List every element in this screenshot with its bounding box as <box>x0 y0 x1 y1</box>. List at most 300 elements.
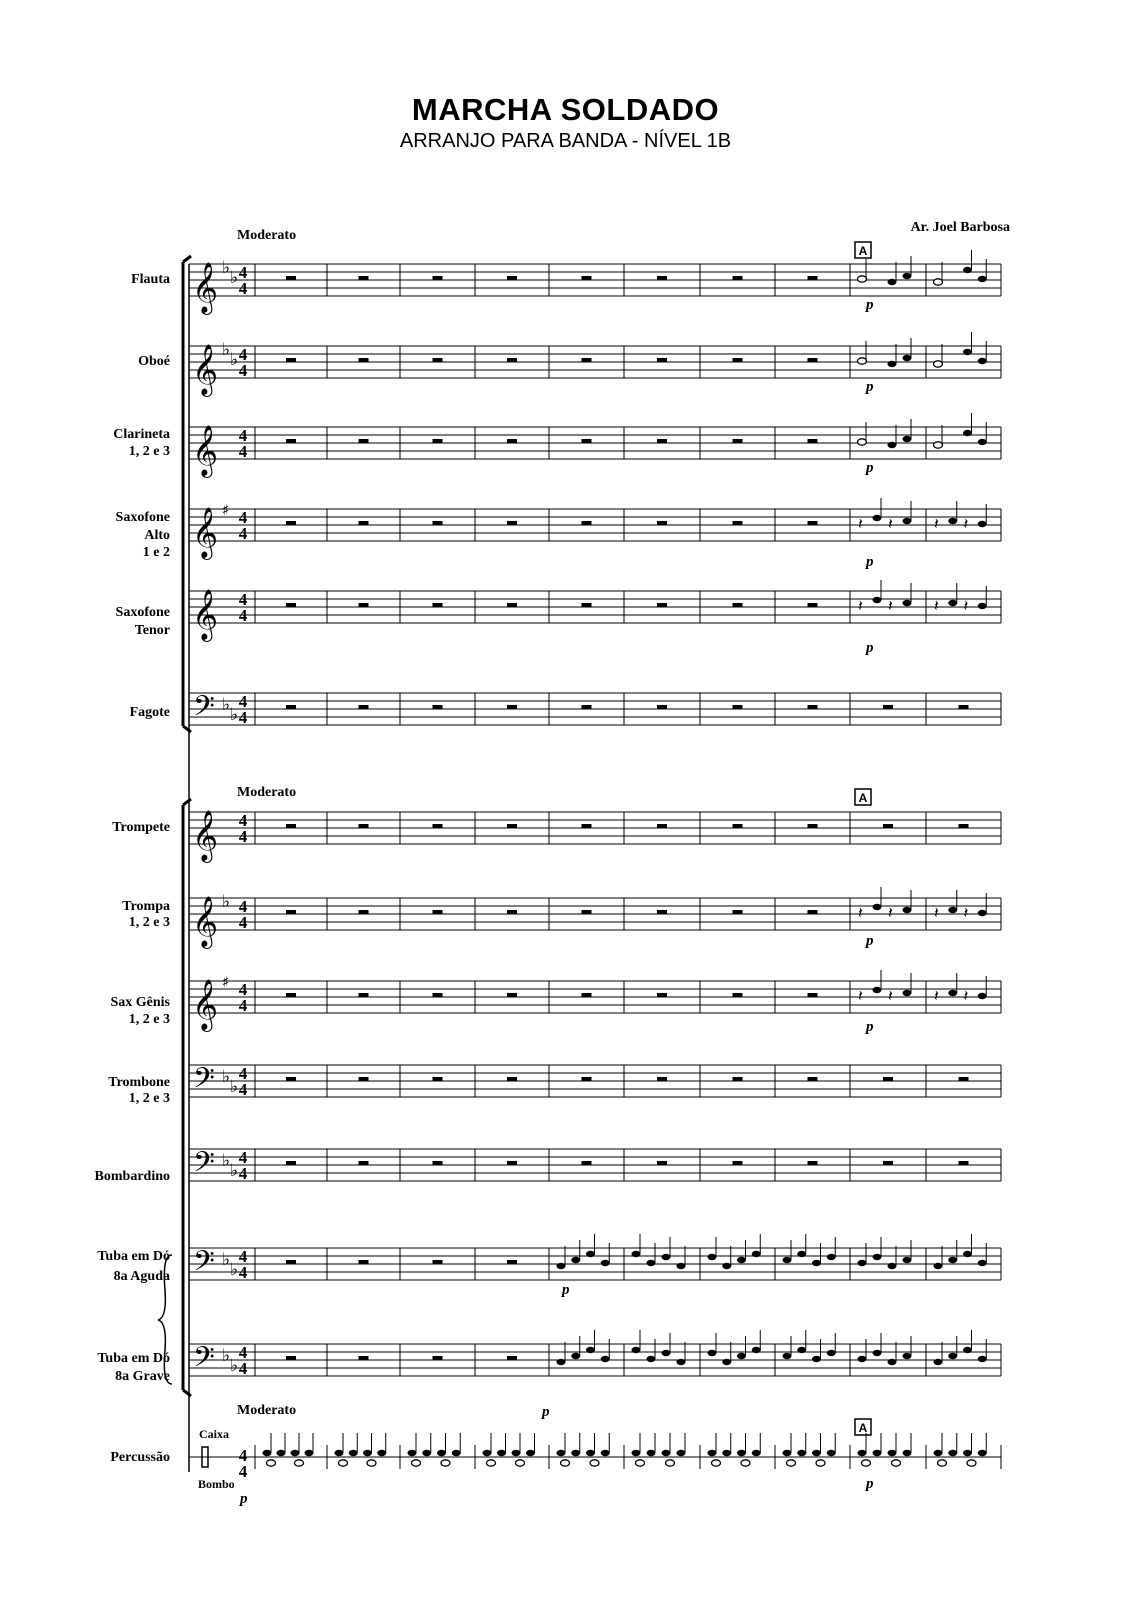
time-signature-denominator: 4 <box>238 1080 248 1099</box>
staff-bombardino <box>95 1146 1001 1186</box>
whole-rest <box>286 603 296 607</box>
flat-icon: ♭ <box>230 1161 239 1181</box>
whole-rest <box>359 1260 369 1264</box>
whole-rest <box>433 1356 443 1360</box>
whole-rest <box>657 1077 667 1081</box>
quarter-rest-icon: 𝄽 <box>963 903 969 922</box>
quarter-note <box>277 1450 286 1456</box>
quarter-note <box>752 1251 761 1257</box>
time-signature-denominator: 4 <box>238 606 248 625</box>
instrument-name: Alto <box>144 528 170 543</box>
time-signature-numerator: 4 <box>238 692 248 711</box>
time-signature-numerator: 4 <box>238 1064 248 1083</box>
quarter-note <box>677 1359 686 1365</box>
half-note <box>487 1460 496 1466</box>
quarter-note <box>349 1450 358 1456</box>
staff-tuba-grave <box>97 1330 1001 1384</box>
whole-rest <box>883 1077 893 1081</box>
whole-rest <box>359 276 369 280</box>
bass-clef-icon: 𝄢 <box>193 1341 215 1381</box>
whole-rest <box>286 1161 296 1165</box>
quarter-note <box>632 1450 641 1456</box>
quarter-note <box>888 361 897 367</box>
treble-clef-icon: 𝄞 <box>192 896 219 947</box>
half-note <box>858 276 867 282</box>
tempo-marking: Moderato <box>237 785 297 800</box>
quarter-note <box>737 1450 746 1456</box>
staff-sax-alto <box>116 498 1001 560</box>
quarter-rest-icon: 𝄽 <box>934 986 939 1005</box>
treble-clef-icon: 𝄞 <box>192 507 219 558</box>
half-note <box>295 1460 304 1466</box>
quarter-rest-icon: 𝄽 <box>963 596 969 615</box>
quarter-rest-icon: 𝄽 <box>888 514 893 533</box>
half-note <box>339 1460 348 1466</box>
quarter-note <box>827 1254 836 1260</box>
time-signature-denominator: 4 <box>238 279 248 298</box>
quarter-note <box>948 907 957 913</box>
quarter-note <box>571 1353 580 1359</box>
instrument-name: Saxofone <box>115 510 170 525</box>
half-note <box>934 442 943 448</box>
half-note <box>590 1460 599 1466</box>
quarter-note <box>557 1263 566 1269</box>
quarter-note <box>978 603 987 609</box>
whole-rest <box>433 1260 443 1264</box>
whole-rest <box>582 358 592 362</box>
whole-rest <box>507 1356 517 1360</box>
whole-rest <box>507 705 517 709</box>
quarter-note <box>903 436 912 442</box>
dynamic-marking: p <box>866 297 874 313</box>
quarter-note <box>963 349 972 355</box>
quarter-note <box>452 1450 461 1456</box>
bass-clef-icon: 𝄢 <box>193 1245 215 1285</box>
quarter-note <box>903 273 912 279</box>
quarter-note <box>888 1450 897 1456</box>
quarter-note <box>512 1450 521 1456</box>
whole-rest <box>808 1077 818 1081</box>
quarter-note <box>903 1450 912 1456</box>
whole-rest <box>657 603 667 607</box>
whole-rest <box>286 910 296 914</box>
whole-rest <box>808 993 818 997</box>
quarter-note <box>601 1450 610 1456</box>
whole-rest <box>359 705 369 709</box>
quarter-note <box>903 1257 912 1263</box>
whole-rest <box>733 705 743 709</box>
quarter-note <box>571 1450 580 1456</box>
quarter-note <box>873 987 882 993</box>
whole-rest <box>286 1356 296 1360</box>
quarter-note <box>586 1347 595 1353</box>
quarter-note <box>586 1450 595 1456</box>
whole-rest <box>359 358 369 362</box>
instrument-name: 1, 2 e 3 <box>128 1012 170 1027</box>
arranger-credit: Ar. Joel Barbosa <box>910 220 1010 235</box>
quarter-note <box>752 1450 761 1456</box>
half-note <box>636 1460 645 1466</box>
whole-rest <box>507 1161 517 1165</box>
quarter-note <box>903 990 912 996</box>
whole-rest <box>657 439 667 443</box>
instrument-name: Tenor <box>134 623 170 638</box>
instrument-name: 1 e 2 <box>142 545 170 560</box>
treble-clef-icon: 𝄞 <box>192 344 219 395</box>
instrument-name: Oboé <box>138 354 170 369</box>
half-note <box>412 1460 421 1466</box>
quarter-note <box>934 1450 943 1456</box>
whole-rest <box>433 1077 443 1081</box>
quarter-note <box>873 1450 882 1456</box>
whole-rest <box>733 824 743 828</box>
flat-icon: ♭ <box>230 1356 239 1376</box>
instrument-name: Percussão <box>110 1450 170 1465</box>
time-signature-denominator: 4 <box>238 1263 248 1282</box>
whole-rest <box>657 824 667 828</box>
staff-sax-tenor <box>116 580 1001 642</box>
time-signature-denominator: 4 <box>238 1359 248 1378</box>
whole-rest <box>433 1161 443 1165</box>
dynamic-marking: p <box>866 554 874 570</box>
whole-rest <box>808 705 818 709</box>
flat-icon: ♭ <box>222 258 231 278</box>
half-note <box>938 1460 947 1466</box>
quarter-note <box>827 1350 836 1356</box>
whole-rest <box>507 276 517 280</box>
flat-icon: ♭ <box>230 268 239 288</box>
staff-fagote <box>130 690 1001 730</box>
whole-rest <box>286 824 296 828</box>
quarter-note <box>483 1450 492 1456</box>
sharp-icon: ♯ <box>222 501 230 519</box>
quarter-note <box>291 1450 300 1456</box>
quarter-note <box>783 1353 792 1359</box>
quarter-note <box>978 1450 987 1456</box>
quarter-note <box>978 910 987 916</box>
half-note <box>934 279 943 285</box>
whole-rest <box>808 1161 818 1165</box>
treble-clef-icon: 𝄞 <box>192 589 219 640</box>
treble-clef-icon: 𝄞 <box>192 425 219 476</box>
whole-rest <box>883 824 893 828</box>
quarter-note <box>677 1450 686 1456</box>
time-signature-denominator: 4 <box>238 361 248 380</box>
whole-rest <box>808 358 818 362</box>
tempo-marking: Moderato <box>237 228 297 243</box>
quarter-note <box>963 267 972 273</box>
whole-rest <box>433 603 443 607</box>
whole-rest <box>808 824 818 828</box>
quarter-rest-icon: 𝄽 <box>888 596 893 615</box>
quarter-note <box>873 597 882 603</box>
whole-rest <box>733 1161 743 1165</box>
time-signature-numerator: 4 <box>238 980 248 999</box>
whole-rest <box>733 603 743 607</box>
quarter-note <box>888 279 897 285</box>
instrument-name: Trompete <box>112 820 170 835</box>
staff-tuba-aguda <box>97 1234 1001 1285</box>
whole-rest <box>433 521 443 525</box>
quarter-note <box>263 1450 272 1456</box>
quarter-rest-icon: 𝄽 <box>963 514 969 533</box>
whole-rest <box>733 439 743 443</box>
quarter-note <box>858 1450 867 1456</box>
time-signature-numerator: 4 <box>238 345 248 364</box>
whole-rest <box>359 910 369 914</box>
quarter-note <box>978 993 987 999</box>
half-note <box>967 1460 976 1466</box>
instrument-name: Trompa <box>122 899 170 914</box>
quarter-note <box>557 1359 566 1365</box>
quarter-note <box>963 1251 972 1257</box>
instrument-name: 8a Aguda <box>113 1269 170 1284</box>
flat-icon: ♭ <box>222 340 231 360</box>
quarter-note <box>662 1450 671 1456</box>
dynamic-marking: p <box>866 640 874 656</box>
time-signature-numerator: 4 <box>238 508 248 527</box>
flat-icon: ♭ <box>222 695 231 715</box>
whole-rest <box>808 910 818 914</box>
quarter-note <box>888 1359 897 1365</box>
quarter-note <box>978 439 987 445</box>
whole-rest <box>359 439 369 443</box>
quarter-note <box>948 1353 957 1359</box>
quarter-note <box>888 442 897 448</box>
whole-rest <box>286 1077 296 1081</box>
dynamic-marking: p <box>542 1404 550 1420</box>
time-signature-denominator: 4 <box>238 827 248 846</box>
time-signature-denominator: 4 <box>238 442 248 461</box>
whole-rest <box>959 1077 969 1081</box>
quarter-note <box>677 1263 686 1269</box>
dynamic-marking: p <box>866 460 874 476</box>
instrument-name: 1, 2 e 3 <box>128 444 170 459</box>
whole-rest <box>286 993 296 997</box>
quarter-note <box>783 1450 792 1456</box>
quarter-note <box>722 1359 731 1365</box>
quarter-note <box>422 1450 431 1456</box>
whole-rest <box>582 1161 592 1165</box>
quarter-note <box>408 1450 417 1456</box>
whole-rest <box>808 603 818 607</box>
time-signature-denominator: 4 <box>238 524 248 543</box>
flat-icon: ♭ <box>222 1067 231 1087</box>
instrument-name: Saxofone <box>115 605 170 620</box>
whole-rest <box>657 521 667 525</box>
bass-clef-icon: 𝄢 <box>193 690 215 730</box>
whole-rest <box>359 1077 369 1081</box>
whole-rest <box>507 603 517 607</box>
half-note <box>367 1460 376 1466</box>
half-note <box>712 1460 721 1466</box>
half-note <box>516 1460 525 1466</box>
time-signature-denominator: 4 <box>238 1462 248 1481</box>
half-note <box>666 1460 675 1466</box>
whole-rest <box>286 705 296 709</box>
whole-rest <box>883 705 893 709</box>
whole-rest <box>507 1260 517 1264</box>
woodwind-bracket <box>183 256 191 732</box>
rehearsal-mark: A <box>858 244 868 258</box>
whole-rest <box>657 1161 667 1165</box>
percussion-bombo-label: Bombo <box>198 1477 235 1491</box>
quarter-note <box>797 1347 806 1353</box>
dynamic-marking: p <box>562 1282 570 1298</box>
whole-rest <box>808 276 818 280</box>
whole-rest <box>733 993 743 997</box>
quarter-note <box>722 1450 731 1456</box>
whole-rest <box>507 993 517 997</box>
whole-rest <box>582 521 592 525</box>
quarter-note <box>647 1450 656 1456</box>
quarter-note <box>873 515 882 521</box>
whole-rest <box>733 910 743 914</box>
quarter-rest-icon: 𝄽 <box>858 986 863 1005</box>
half-note <box>858 439 867 445</box>
whole-rest <box>286 521 296 525</box>
half-note <box>858 358 867 364</box>
instrument-name: 1, 2 e 3 <box>128 1091 170 1106</box>
quarter-note <box>888 1263 897 1269</box>
instrument-name: Tuba em Dó <box>97 1249 170 1264</box>
whole-rest <box>959 824 969 828</box>
whole-rest <box>359 1161 369 1165</box>
tempo-marking: Moderato <box>237 1403 297 1418</box>
quarter-note <box>335 1450 344 1456</box>
whole-rest <box>883 1161 893 1165</box>
instrument-name: Flauta <box>131 272 170 287</box>
whole-rest <box>359 603 369 607</box>
whole-rest <box>657 993 667 997</box>
quarter-note <box>601 1260 610 1266</box>
staff-trompete <box>112 810 1001 863</box>
quarter-rest-icon: 𝄽 <box>963 986 969 1005</box>
quarter-rest-icon: 𝄽 <box>858 903 863 922</box>
quarter-note <box>708 1254 717 1260</box>
whole-rest <box>657 705 667 709</box>
quarter-note <box>708 1450 717 1456</box>
quarter-note <box>797 1251 806 1257</box>
quarter-note <box>377 1450 386 1456</box>
quarter-rest-icon: 𝄽 <box>934 514 939 533</box>
quarter-rest-icon: 𝄽 <box>888 986 893 1005</box>
quarter-note <box>858 1356 867 1362</box>
quarter-note <box>708 1350 717 1356</box>
whole-rest <box>582 993 592 997</box>
quarter-note <box>497 1450 506 1456</box>
quarter-note <box>948 1450 957 1456</box>
quarter-note <box>978 1260 987 1266</box>
time-signature-denominator: 4 <box>238 1164 248 1183</box>
time-signature-numerator: 4 <box>238 263 248 282</box>
dynamic-marking: p <box>866 379 874 395</box>
quarter-note <box>934 1359 943 1365</box>
whole-rest <box>359 521 369 525</box>
staff-trombone <box>108 1062 1001 1106</box>
quarter-note <box>783 1257 792 1263</box>
instrument-name: Sax Gênis <box>110 995 170 1010</box>
whole-rest <box>733 521 743 525</box>
whole-rest <box>359 824 369 828</box>
half-note <box>267 1460 276 1466</box>
whole-rest <box>507 521 517 525</box>
whole-rest <box>507 439 517 443</box>
flat-icon: ♭ <box>222 1346 231 1366</box>
instrument-name: 1, 2 e 3 <box>128 915 170 930</box>
flat-icon: ♭ <box>230 1260 239 1280</box>
bass-clef-icon: 𝄢 <box>193 1146 215 1186</box>
instrument-name: Tuba em Dó <box>97 1351 170 1366</box>
quarter-note <box>963 430 972 436</box>
quarter-note <box>662 1350 671 1356</box>
flat-icon: ♭ <box>230 705 239 725</box>
whole-rest <box>433 910 443 914</box>
quarter-note <box>948 1257 957 1263</box>
whole-rest <box>359 993 369 997</box>
whole-rest <box>286 439 296 443</box>
flat-icon: ♭ <box>222 892 231 912</box>
quarter-note <box>934 1263 943 1269</box>
half-note <box>741 1460 750 1466</box>
treble-clef-icon: 𝄞 <box>192 979 219 1030</box>
quarter-note <box>903 1353 912 1359</box>
quarter-note <box>948 990 957 996</box>
whole-rest <box>359 1356 369 1360</box>
whole-rest <box>433 358 443 362</box>
quarter-note <box>978 276 987 282</box>
quarter-note <box>903 355 912 361</box>
quarter-note <box>722 1263 731 1269</box>
flat-icon: ♭ <box>222 1250 231 1270</box>
whole-rest <box>582 276 592 280</box>
bass-clef-icon: 𝄢 <box>193 1062 215 1102</box>
quarter-note <box>437 1450 446 1456</box>
whole-rest <box>582 705 592 709</box>
half-note <box>816 1460 825 1466</box>
instrument-name: Clarineta <box>113 427 170 442</box>
time-signature-numerator: 4 <box>238 897 248 916</box>
quarter-rest-icon: 𝄽 <box>888 903 893 922</box>
quarter-note <box>305 1450 314 1456</box>
whole-rest <box>959 1161 969 1165</box>
whole-rest <box>433 439 443 443</box>
whole-rest <box>286 1260 296 1264</box>
quarter-note <box>662 1254 671 1260</box>
whole-rest <box>507 824 517 828</box>
time-signature-numerator: 4 <box>238 590 248 609</box>
quarter-note <box>903 600 912 606</box>
quarter-note <box>737 1257 746 1263</box>
whole-rest <box>959 705 969 709</box>
instrument-name: 8a Grave <box>115 1369 170 1384</box>
whole-rest <box>433 276 443 280</box>
quarter-rest-icon: 𝄽 <box>934 903 939 922</box>
quarter-note <box>812 1260 821 1266</box>
quarter-note <box>737 1353 746 1359</box>
whole-rest <box>433 993 443 997</box>
quarter-note <box>978 521 987 527</box>
time-signature-denominator: 4 <box>238 913 248 932</box>
quarter-note <box>963 1347 972 1353</box>
quarter-note <box>873 1350 882 1356</box>
quarter-rest-icon: 𝄽 <box>934 596 939 615</box>
dynamic-marking: p <box>240 1491 248 1507</box>
quarter-note <box>647 1356 656 1362</box>
whole-rest <box>507 358 517 362</box>
whole-rest <box>657 910 667 914</box>
quarter-note <box>601 1356 610 1362</box>
